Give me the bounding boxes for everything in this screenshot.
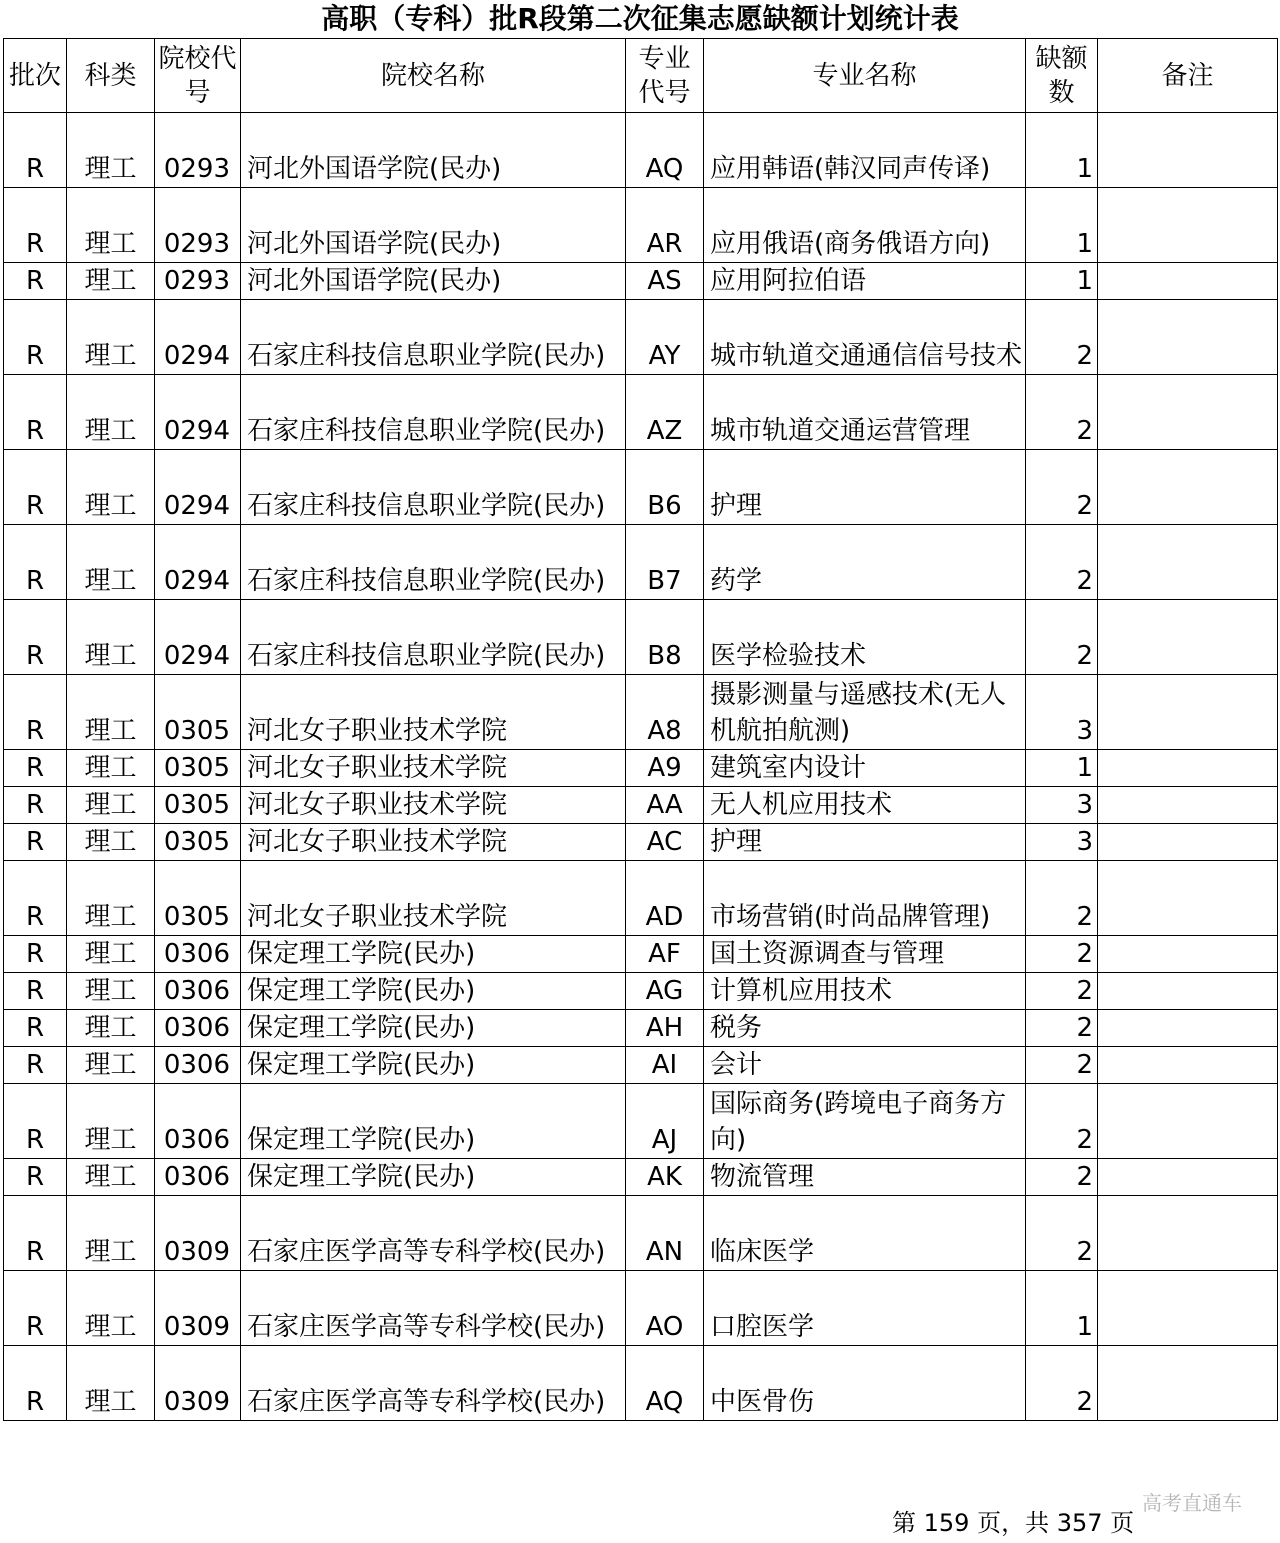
cell-major-name: 中医骨伤 <box>704 1346 1026 1421</box>
cell-school-code: 0294 <box>155 300 241 375</box>
cell-school-name: 河北女子职业技术学院 <box>241 675 626 750</box>
table-row <box>4 113 1278 188</box>
cell-gap: 1 <box>1026 263 1098 300</box>
cell-major-name: 国际商务(跨境电子商务方向) <box>704 1084 1026 1159</box>
cell-major-code: AR <box>626 188 704 263</box>
cell-major-code: A9 <box>626 750 704 787</box>
table-row <box>4 1047 1278 1084</box>
table-row <box>4 1271 1278 1346</box>
cell-note <box>1098 1346 1278 1421</box>
cell-gap: 3 <box>1026 787 1098 824</box>
cell-batch: R <box>4 1271 67 1346</box>
cell-school-name: 河北外国语学院(民办) <box>241 113 626 188</box>
cell-school-code: 0294 <box>155 375 241 450</box>
table-row <box>4 263 1278 300</box>
cell-school-code: 0293 <box>155 188 241 263</box>
cell-school-code: 0294 <box>155 450 241 525</box>
table-row <box>4 973 1278 1010</box>
cell-note <box>1098 861 1278 936</box>
table-row <box>4 188 1278 263</box>
table-row <box>4 787 1278 824</box>
cell-school-name: 石家庄科技信息职业学院(民办) <box>241 600 626 675</box>
cell-school-code: 0305 <box>155 675 241 750</box>
cell-major-name: 建筑室内设计 <box>704 750 1026 787</box>
cell-school-code: 0306 <box>155 1047 241 1084</box>
cell-batch: R <box>4 750 67 787</box>
cell-batch: R <box>4 450 67 525</box>
cell-major-name: 应用韩语(韩汉同声传译) <box>704 113 1026 188</box>
cell-school-name: 石家庄医学高等专科学校(民办) <box>241 1271 626 1346</box>
cell-type: 理工 <box>67 263 155 300</box>
cell-note <box>1098 188 1278 263</box>
cell-batch: R <box>4 1084 67 1159</box>
cell-major-name: 护理 <box>704 824 1026 861</box>
cell-major-code: AS <box>626 263 704 300</box>
cell-batch: R <box>4 300 67 375</box>
cell-gap: 2 <box>1026 375 1098 450</box>
cell-batch: R <box>4 675 67 750</box>
table-row <box>4 861 1278 936</box>
cell-note <box>1098 973 1278 1010</box>
header-row <box>4 39 1278 113</box>
cell-batch: R <box>4 1159 67 1196</box>
cell-gap: 2 <box>1026 936 1098 973</box>
cell-school-code: 0293 <box>155 113 241 188</box>
cell-school-code: 0305 <box>155 824 241 861</box>
cell-school-code: 0306 <box>155 1010 241 1047</box>
cell-gap: 2 <box>1026 1010 1098 1047</box>
cell-school-code: 0306 <box>155 936 241 973</box>
table-row <box>4 1010 1278 1047</box>
watermark: 高考直通车 <box>1142 1491 1242 1515</box>
cell-major-code: AD <box>626 861 704 936</box>
cell-major-code: AQ <box>626 113 704 188</box>
cell-gap: 2 <box>1026 450 1098 525</box>
header-major-name: 专业名称 <box>704 39 1026 113</box>
page-number: 第 159 页，共 357 页 <box>892 1509 1135 1537</box>
cell-type: 理工 <box>67 450 155 525</box>
cell-batch: R <box>4 1010 67 1047</box>
cell-note <box>1098 1196 1278 1271</box>
cell-major-name: 城市轨道交通运营管理 <box>704 375 1026 450</box>
header-note: 备注 <box>1098 39 1278 113</box>
cell-school-name: 石家庄科技信息职业学院(民办) <box>241 375 626 450</box>
header-gap: 缺额数 <box>1026 39 1098 113</box>
cell-type: 理工 <box>67 1047 155 1084</box>
cell-gap: 1 <box>1026 1271 1098 1346</box>
cell-school-code: 0294 <box>155 600 241 675</box>
cell-note <box>1098 113 1278 188</box>
cell-note <box>1098 263 1278 300</box>
cell-gap: 3 <box>1026 675 1098 750</box>
table-row <box>4 600 1278 675</box>
cell-type: 理工 <box>67 1346 155 1421</box>
cell-major-code: AI <box>626 1047 704 1084</box>
cell-note <box>1098 675 1278 750</box>
header-major-code: 专业代号 <box>626 39 704 113</box>
cell-major-code: A8 <box>626 675 704 750</box>
cell-school-code: 0305 <box>155 861 241 936</box>
table-row <box>4 375 1278 450</box>
cell-major-name: 国土资源调查与管理 <box>704 936 1026 973</box>
cell-school-code: 0294 <box>155 525 241 600</box>
cell-note <box>1098 824 1278 861</box>
cell-school-name: 河北女子职业技术学院 <box>241 787 626 824</box>
header-school-name: 院校名称 <box>241 39 626 113</box>
cell-school-code: 0306 <box>155 1084 241 1159</box>
cell-major-code: AJ <box>626 1084 704 1159</box>
cell-batch: R <box>4 600 67 675</box>
cell-major-name: 税务 <box>704 1010 1026 1047</box>
cell-major-name: 口腔医学 <box>704 1271 1026 1346</box>
cell-major-name: 医学检验技术 <box>704 600 1026 675</box>
cell-major-code: AO <box>626 1271 704 1346</box>
cell-batch: R <box>4 113 67 188</box>
cell-gap: 1 <box>1026 113 1098 188</box>
cell-gap: 2 <box>1026 973 1098 1010</box>
cell-school-code: 0309 <box>155 1271 241 1346</box>
cell-note <box>1098 450 1278 525</box>
cell-major-code: AA <box>626 787 704 824</box>
cell-school-name: 河北女子职业技术学院 <box>241 750 626 787</box>
cell-major-code: AY <box>626 300 704 375</box>
cell-major-code: B8 <box>626 600 704 675</box>
quota-table <box>3 38 1278 1421</box>
cell-school-name: 石家庄科技信息职业学院(民办) <box>241 450 626 525</box>
table-row <box>4 1084 1278 1159</box>
cell-note <box>1098 1010 1278 1047</box>
cell-school-name: 保定理工学院(民办) <box>241 1047 626 1084</box>
cell-school-name: 石家庄医学高等专科学校(民办) <box>241 1346 626 1421</box>
cell-type: 理工 <box>67 1010 155 1047</box>
cell-gap: 2 <box>1026 1159 1098 1196</box>
cell-type: 理工 <box>67 188 155 263</box>
table-row <box>4 936 1278 973</box>
cell-type: 理工 <box>67 1084 155 1159</box>
cell-note <box>1098 600 1278 675</box>
cell-batch: R <box>4 787 67 824</box>
cell-major-name: 会计 <box>704 1047 1026 1084</box>
cell-gap: 1 <box>1026 750 1098 787</box>
cell-school-name: 河北女子职业技术学院 <box>241 861 626 936</box>
cell-note <box>1098 1084 1278 1159</box>
cell-school-name: 保定理工学院(民办) <box>241 1159 626 1196</box>
cell-school-name: 保定理工学院(民办) <box>241 973 626 1010</box>
cell-note <box>1098 375 1278 450</box>
cell-gap: 2 <box>1026 600 1098 675</box>
cell-batch: R <box>4 1196 67 1271</box>
cell-batch: R <box>4 973 67 1010</box>
cell-major-name: 无人机应用技术 <box>704 787 1026 824</box>
cell-gap: 2 <box>1026 861 1098 936</box>
cell-type: 理工 <box>67 525 155 600</box>
cell-batch: R <box>4 375 67 450</box>
cell-school-name: 保定理工学院(民办) <box>241 936 626 973</box>
table-row <box>4 1346 1278 1421</box>
cell-major-code: AG <box>626 973 704 1010</box>
cell-type: 理工 <box>67 1271 155 1346</box>
cell-major-code: B6 <box>626 450 704 525</box>
table-row <box>4 675 1278 750</box>
cell-note <box>1098 1271 1278 1346</box>
cell-note <box>1098 750 1278 787</box>
table-row <box>4 300 1278 375</box>
cell-gap: 2 <box>1026 1346 1098 1421</box>
cell-type: 理工 <box>67 113 155 188</box>
cell-school-code: 0293 <box>155 263 241 300</box>
cell-type: 理工 <box>67 824 155 861</box>
cell-gap: 2 <box>1026 1047 1098 1084</box>
header-batch: 批次 <box>4 39 67 113</box>
cell-major-name: 市场营销(时尚品牌管理) <box>704 861 1026 936</box>
cell-batch: R <box>4 1346 67 1421</box>
cell-school-code: 0306 <box>155 1159 241 1196</box>
cell-school-name: 河北外国语学院(民办) <box>241 263 626 300</box>
cell-note <box>1098 787 1278 824</box>
cell-type: 理工 <box>67 936 155 973</box>
cell-batch: R <box>4 1047 67 1084</box>
cell-major-name: 物流管理 <box>704 1159 1026 1196</box>
cell-type: 理工 <box>67 1159 155 1196</box>
cell-type: 理工 <box>67 861 155 936</box>
cell-type: 理工 <box>67 675 155 750</box>
cell-major-code: AC <box>626 824 704 861</box>
table-row <box>4 450 1278 525</box>
cell-school-code: 0305 <box>155 787 241 824</box>
cell-school-code: 0306 <box>155 973 241 1010</box>
cell-major-code: AK <box>626 1159 704 1196</box>
header-school-code: 院校代号 <box>155 39 241 113</box>
cell-type: 理工 <box>67 300 155 375</box>
cell-major-name: 应用阿拉伯语 <box>704 263 1026 300</box>
cell-type: 理工 <box>67 375 155 450</box>
cell-type: 理工 <box>67 750 155 787</box>
header-type: 科类 <box>67 39 155 113</box>
cell-major-name: 药学 <box>704 525 1026 600</box>
cell-major-name: 临床医学 <box>704 1196 1026 1271</box>
cell-batch: R <box>4 263 67 300</box>
table-row <box>4 750 1278 787</box>
cell-major-code: AF <box>626 936 704 973</box>
cell-gap: 2 <box>1026 1084 1098 1159</box>
cell-batch: R <box>4 525 67 600</box>
cell-school-name: 保定理工学院(民办) <box>241 1010 626 1047</box>
cell-type: 理工 <box>67 787 155 824</box>
cell-major-code: AH <box>626 1010 704 1047</box>
cell-type: 理工 <box>67 1196 155 1271</box>
cell-major-code: AZ <box>626 375 704 450</box>
cell-batch: R <box>4 861 67 936</box>
cell-gap: 2 <box>1026 1196 1098 1271</box>
cell-school-code: 0309 <box>155 1196 241 1271</box>
cell-type: 理工 <box>67 973 155 1010</box>
cell-note <box>1098 525 1278 600</box>
cell-major-name: 摄影测量与遥感技术(无人机航拍航测) <box>704 675 1026 750</box>
cell-gap: 3 <box>1026 824 1098 861</box>
cell-batch: R <box>4 824 67 861</box>
cell-batch: R <box>4 188 67 263</box>
cell-school-code: 0305 <box>155 750 241 787</box>
cell-school-name: 河北女子职业技术学院 <box>241 824 626 861</box>
cell-gap: 2 <box>1026 525 1098 600</box>
cell-note <box>1098 300 1278 375</box>
cell-batch: R <box>4 936 67 973</box>
cell-gap: 2 <box>1026 300 1098 375</box>
cell-school-name: 石家庄科技信息职业学院(民办) <box>241 525 626 600</box>
cell-major-name: 护理 <box>704 450 1026 525</box>
cell-gap: 1 <box>1026 188 1098 263</box>
cell-note <box>1098 1047 1278 1084</box>
cell-major-code: B7 <box>626 525 704 600</box>
cell-major-name: 城市轨道交通通信信号技术 <box>704 300 1026 375</box>
cell-type: 理工 <box>67 600 155 675</box>
cell-major-code: AQ <box>626 1346 704 1421</box>
cell-school-code: 0309 <box>155 1346 241 1421</box>
table-row <box>4 1159 1278 1196</box>
cell-school-name: 河北外国语学院(民办) <box>241 188 626 263</box>
cell-school-name: 保定理工学院(民办) <box>241 1084 626 1159</box>
page-title: 高职（专科）批R段第二次征集志愿缺额计划统计表 <box>321 2 959 35</box>
cell-school-name: 石家庄科技信息职业学院(民办) <box>241 300 626 375</box>
cell-note <box>1098 1159 1278 1196</box>
table-row <box>4 824 1278 861</box>
table-row <box>4 525 1278 600</box>
table-row <box>4 1196 1278 1271</box>
cell-major-name: 计算机应用技术 <box>704 973 1026 1010</box>
cell-note <box>1098 936 1278 973</box>
cell-school-name: 石家庄医学高等专科学校(民办) <box>241 1196 626 1271</box>
cell-major-name: 应用俄语(商务俄语方向) <box>704 188 1026 263</box>
cell-major-code: AN <box>626 1196 704 1271</box>
